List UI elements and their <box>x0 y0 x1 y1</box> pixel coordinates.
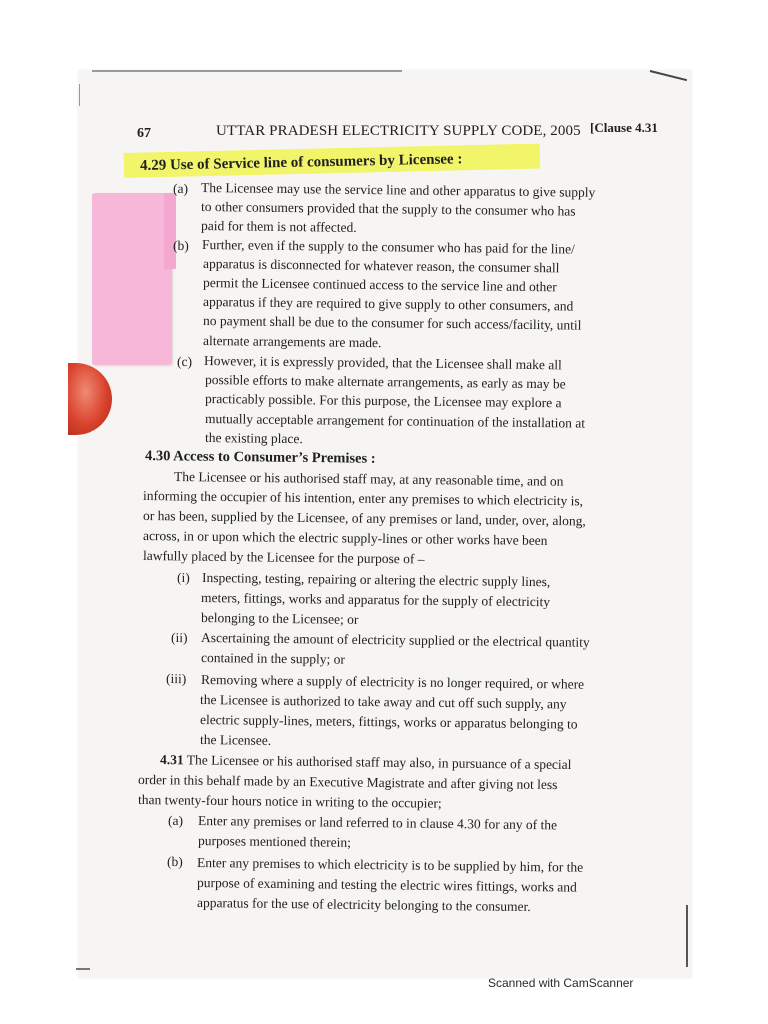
page-right-mark <box>686 905 688 967</box>
item-marker: (c) <box>176 354 193 370</box>
scanner-watermark: Scanned with CamScanner <box>488 976 634 990</box>
page-top-edge <box>92 70 402 72</box>
text-line: or has been, supplied by the Licensee, of any premises or land, under, over, along, <box>142 508 586 529</box>
page-bottom-mark <box>76 968 90 970</box>
text-line: possible efforts to make alternate arrangements, as early as may be <box>204 372 566 392</box>
section-number: 4.31 <box>159 752 184 768</box>
text-line: Inspecting, testing, repairing or altering the electric supply lines, <box>201 570 551 590</box>
text-line: meters, fittings, works and apparatus for the supply of electricity <box>200 590 551 610</box>
text-line: apparatus for the use of electricity belonging to the consumer. <box>196 895 531 915</box>
text-line: apparatus if they are required to give supply to other consumers, and <box>202 294 574 314</box>
section-4-29-heading: 4.29 Use of Service line of consumers by Licensee : <box>139 151 463 174</box>
item-marker: (i) <box>176 570 190 586</box>
item-marker: (b) <box>166 854 183 870</box>
item-marker: (b) <box>172 238 189 254</box>
text-line: purposes mentioned therein; <box>197 833 352 850</box>
text-line: Further, even if the supply to the consumer who has paid for the line/ <box>201 237 575 257</box>
text-line: practicably possible. For this purpose, the Licensee may explore a <box>204 391 562 411</box>
item-marker: (a) <box>172 181 189 197</box>
section-4-30-heading: 4.30 Access to Consumer’s Premises : <box>144 448 376 467</box>
text-line: than twenty-four hours notice in writing to the occupier; <box>137 792 442 811</box>
page-header-clause: [Clause 4.31 <box>590 120 658 135</box>
text-line: However, it is expressly provided, that the Licensee shall make all <box>203 353 562 373</box>
page-left-mark <box>79 84 80 106</box>
text-line: the Licensee. <box>199 732 272 748</box>
text-line: no payment shall be due to the consumer for such access/facility, until <box>202 313 582 333</box>
text-line: the Licensee is authorized to take away and cut off such supply, any <box>199 692 567 712</box>
text-line: Ascertaining the amount of electricity supplied or the electrical quantity <box>200 630 590 650</box>
text-line: order in this behalf made by an Executive Magistrate and after giving not less <box>137 772 558 793</box>
text-line: apparatus is disconnected for whatever reason, the consumer shall <box>202 256 560 276</box>
text-line: to other consumers provided that the supply to the consumer who has <box>200 199 576 219</box>
sticky-note-tab <box>164 193 176 269</box>
text-line: informing the occupier of his intention, enter any premises to which electricity is, <box>142 488 584 509</box>
item-marker: (ii) <box>170 630 188 646</box>
text-fragment: The Licensee or his authorised staff may also, in pursuance of a special <box>183 752 572 773</box>
text-line: belonging to the Licensee; or <box>200 610 359 627</box>
text-line: lawfully placed by the Licensee for the purpose of – <box>142 548 425 567</box>
text-line: Removing where a supply of electricity is no longer required, or where <box>200 672 585 692</box>
text-line: alternate arrangements are made. <box>202 333 382 351</box>
text-line: Enter any premises to which electricity is to be supplied by him, for the <box>196 855 584 875</box>
text-line: The Licensee may use the service line and other apparatus to give supply <box>200 180 596 200</box>
text-line: across, in or upon which the electric supply-lines or other works have been <box>142 528 548 548</box>
pink-sticky-note <box>92 193 172 365</box>
text-line: purpose of examining and testing the electric wires fittings, works and <box>196 875 577 895</box>
text-line: electric supply-lines, meters, fittings, works or apparatus belonging to <box>199 712 578 732</box>
text-line: contained in the supply; or <box>200 650 346 667</box>
page-number: 67 <box>137 126 151 141</box>
text-line: paid for them is not affected. <box>200 218 357 235</box>
text-line: Enter any premises or land referred to in clause 4.30 for any of the <box>197 813 558 833</box>
text-line: The Licensee or his authorised staff may, at any reasonable time, and on <box>173 469 564 489</box>
text-line: the existing place. <box>204 430 303 447</box>
text-line: mutually acceptable arrangement for continuation of the installation at <box>204 411 586 431</box>
item-marker: (iii) <box>165 671 187 687</box>
item-marker: (a) <box>167 813 184 829</box>
page-header-title: UTTAR PRADESH ELECTRICITY SUPPLY CODE, 2005 <box>216 123 581 139</box>
text-line: permit the Licensee continued access to the service line and other <box>202 275 557 295</box>
